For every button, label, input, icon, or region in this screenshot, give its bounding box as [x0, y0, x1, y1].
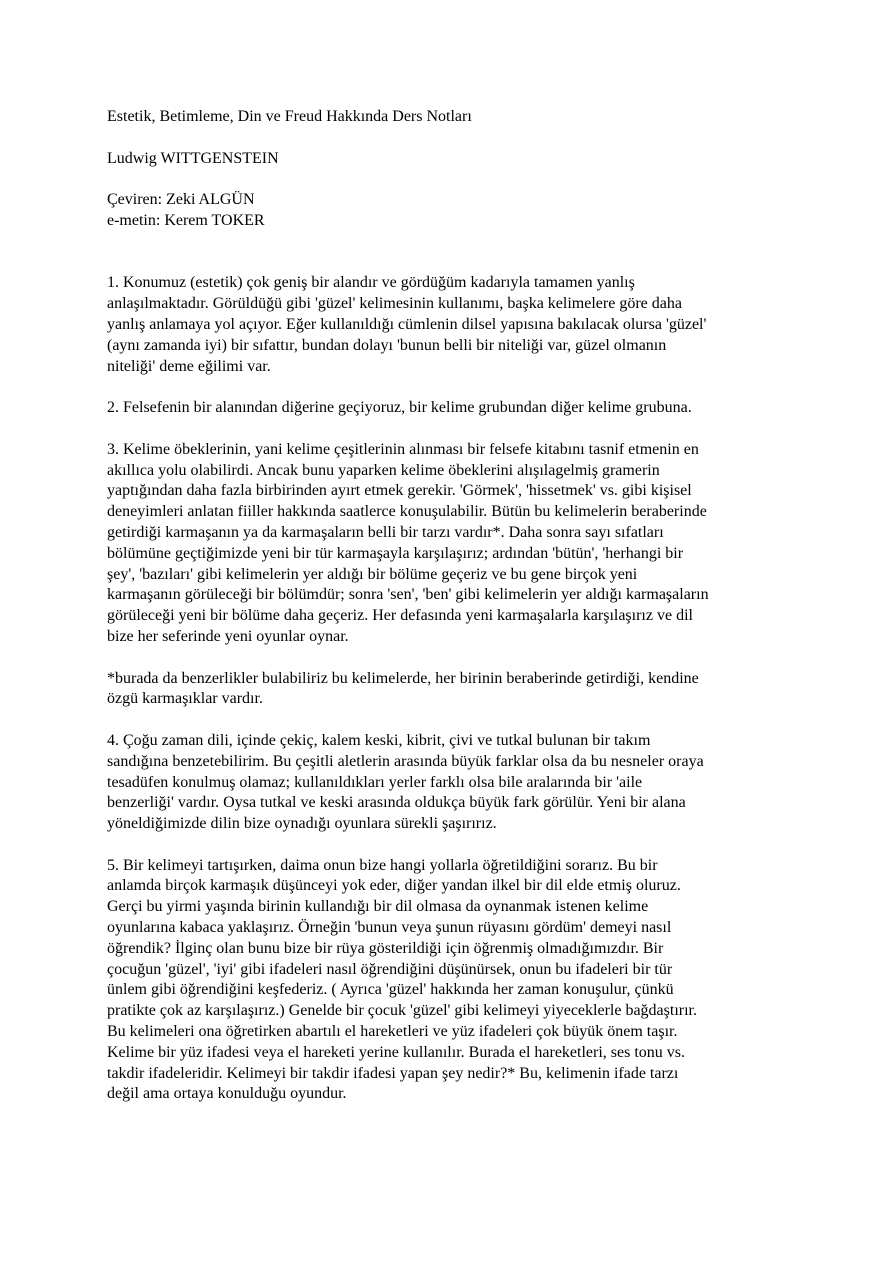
paragraph-line: Gerçi bu yirmi yaşında birinin kullandığı bir dil olmasa da oynanmak istenen kelime: [107, 898, 649, 916]
paragraph-line: takdir ifadeleridir. Kelimeyi bir takdir ifadesi yapan şey nedir?* Bu, kelimenin ifade tarzı: [107, 1064, 679, 1082]
paragraph-line: yaptığından daha fazla birbirinden ayırt etmek gerekir. 'Görmek', 'hissetmek' vs. gibi kişisel: [107, 482, 692, 500]
paragraph-line: Bu kelimeleri ona öğretirken abartılı el hareketleri ve yüz ifadeleri çok büyük önem taşır.: [107, 1023, 678, 1041]
paragraph-line: 2. Felsefenin bir alanından diğerine geçiyoruz, bir kelime grubundan diğer kelime grubuna.: [107, 399, 692, 417]
document-title: Estetik, Betimleme, Din ve Freud Hakkında Ders Notları: [107, 108, 472, 125]
paragraph-line: karmaşanın görüleceği bir bölümdür; sonra 'sen', 'ben' gibi kelimelerin yer aldığı karmaşaların: [107, 586, 709, 604]
paragraph-line: anlaşılmaktadır. Görüldüğü gibi 'güzel' kelimesinin kullanımı, başka kelimelere göre daha: [107, 295, 682, 313]
paragraph-line: 5. Bir kelimeyi tartışırken, daima onun bize hangi yollarla öğretildiğini sorarız. Bu bir: [107, 856, 658, 874]
paragraph: [107, 731, 797, 835]
body-text: [107, 273, 797, 1105]
paragraph: [107, 398, 797, 419]
paragraph-line: getirdiği karmaşanın ya da karmaşaların belli bir tarzı vardır*. Daha sonra sayı sıfatları: [107, 523, 664, 541]
paragraph-line: 3. Kelime öbeklerinin, yani kelime çeşitlerinin alınması bir felsefe kitabını tasnif etmenin en: [107, 440, 699, 458]
paragraph-line: akıllıca yolu olabilirdi. Ancak bunu yaparken kelime öbeklerini alışılagelmiş gramerin: [107, 461, 660, 479]
paragraph-line: ünlem gibi öğrendiğini keşfederiz. ( Ayrıca 'güzel' hakkında her zaman konuşulur, çünkü: [107, 981, 674, 999]
paragraph-line: deneyimleri anlatan fiiller hakkında saatlerce konuşulabilir. Bütün bu kelimelerin beraberinde: [107, 503, 707, 521]
paragraph-line: bize her seferinde yeni oyunlar oynar.: [107, 627, 349, 645]
paragraph-line: öğrendik? İlginç olan bunu bize bir rüya gösterildiği için öğrenmiş olmadığımızdır. Bir: [107, 939, 664, 957]
paragraph-line: 4. Çoğu zaman dili, içinde çekiç, kalem keski, kibrit, çivi ve tutkal bulunan bir takım: [107, 731, 651, 749]
etext-credit: e-metin: Kerem TOKER: [107, 211, 265, 229]
paragraph: [107, 669, 797, 711]
paragraph-line: oyunlarına kabaca yaklaşırız. Örneğin 'bunun veya şunun rüyasını gördüm' demeyi nasıl: [107, 919, 672, 937]
paragraph-line: görüleceği yeni bir bölüme daha geçeriz. Her defasında yeni karmaşalarla karşılaşırız ve dil: [107, 607, 693, 625]
paragraph: [107, 273, 797, 377]
paragraph-line: tesadüfen konulmuş olamaz; kullanıldıkları yerler farklı olsa bile aralarında bir 'aile: [107, 773, 643, 791]
paragraph-line: (aynı zamanda iyi) bir sıfattır, bundan dolayı 'bunun belli bir niteliği var, güzel olmanın: [107, 336, 667, 354]
paragraph-line: değil ama ortaya konulduğu oyundur.: [107, 1085, 347, 1103]
paragraph-line: özgü karmaşıklar vardır.: [107, 690, 263, 708]
paragraph-line: yanlış anlamaya yol açıyor. Eğer kullanıldığı cümlenin dilsel yapısına bakılacak olursa 'güzel': [107, 315, 707, 333]
paragraph-line: pratikte çok az karşılaşırız.) Genelde bir çocuk 'güzel' gibi kelimeyi yiyeceklerle bağdaştırır.: [107, 1002, 697, 1020]
paragraph-line: benzerliği' vardır. Oysa tutkal ve keski arasında oldukça büyük fark görülür. Yeni bir alana: [107, 794, 686, 812]
paragraph-line: Kelime bir yüz ifadesi veya el hareketi yerine kullanılır. Burada el hareketleri, ses tonu vs.: [107, 1043, 686, 1061]
paragraph-line: anlamda birçok karmaşık düşünceyi yok eder, diğer yandan ilkel bir dil elde etmiş oluruz.: [107, 877, 681, 895]
paragraph-line: yöneldiğimizde dilin bize oynadığı oyunlara sürekli şaşırırız.: [107, 815, 497, 833]
document-page: [107, 107, 797, 1105]
paragraph-line: 1. Konumuz (estetik) çok geniş bir alandır ve gördüğüm kadarıyla tamamen yanlış: [107, 274, 635, 292]
paragraph-line: niteliği' deme eğilimi var.: [107, 357, 271, 375]
paragraph: [107, 856, 797, 1106]
paragraph: [107, 440, 797, 648]
paragraph-line: çocuğun 'güzel', 'iyi' gibi ifadeleri nasıl öğrendiğini düşünürsek, onun bu ifadeleri bir tür: [107, 960, 673, 978]
paragraph-line: *burada da benzerlikler bulabiliriz bu kelimelerde, her birinin beraberinde getirdiği, kendine: [107, 669, 699, 687]
author-name: Ludwig WITTGENSTEIN: [107, 149, 279, 167]
translator-credit: Çeviren: Zeki ALGÜN: [107, 191, 255, 209]
paragraph-line: sandığına benzetebilirim. Bu çeşitli aletlerin arasında büyük farklar olsa da bu nesneler oraya: [107, 752, 704, 770]
paragraph-line: şey', 'bazıları' gibi kelimelerin yer aldığı bir bölüme geçeriz ve bu gene birçok yeni: [107, 565, 638, 583]
paragraph-line: bölümüne geçtiğimizde yeni bir tür karmaşayla karşılaşırız; ardından 'bütün', 'herhangi bir: [107, 544, 684, 562]
